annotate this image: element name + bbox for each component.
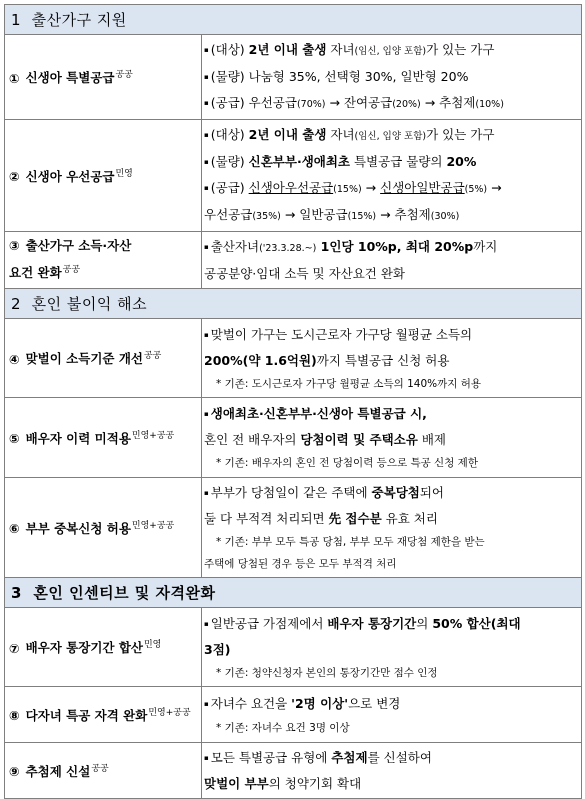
row-label-cell [5, 687, 202, 743]
content-line [204, 427, 581, 452]
bullet-icon: ▪ [204, 699, 209, 708]
row-label-sup: 공공 [143, 351, 162, 362]
text-bold: 생애최초·신혼부부·신생아 특별공급 시, [210, 406, 427, 421]
text: 맞벌이 가구는 도시근로자 가구당 월평균 소득의 [210, 326, 473, 342]
row-label-cell [5, 232, 202, 289]
policy-table [4, 4, 582, 799]
note-text: * 기존: 배우자의 혼인 전 당첨이력 등으로 특공 신청 제한 [216, 457, 478, 469]
text-small: ('23.3.28.~) [259, 243, 317, 254]
content-line [204, 202, 581, 229]
content-line [204, 261, 581, 286]
row-content-cell [202, 35, 582, 120]
section-header-3 [5, 578, 582, 608]
text-small: (10%) [475, 99, 504, 110]
table-row [5, 232, 582, 289]
content-line [204, 771, 581, 796]
content-line [204, 234, 581, 261]
content-line [204, 64, 581, 90]
row-number: ⑧ [9, 708, 20, 724]
text: 자녀 [326, 42, 355, 57]
content-line [204, 691, 581, 717]
text: 일반공급 가점제에서 [210, 615, 328, 631]
row-number: ④ [9, 351, 20, 367]
text: 혼인 전 배우자의 [204, 432, 301, 447]
text: 를 신설하여 [367, 750, 432, 765]
section-title: 혼인 인센티브 및 자격완화 [33, 584, 216, 602]
text-bold: 추첨제 [331, 750, 368, 765]
row-number: ⑤ [9, 431, 20, 447]
note-text: * 기존: 자녀수 요건 3명 이상 [216, 721, 350, 734]
row-number: ② [9, 169, 20, 185]
text: (물량) 나눔형 35%, 선택형 30%, 일반형 20% [210, 69, 469, 84]
text-bold: 중복당첨 [371, 485, 420, 500]
text: 자녀 [326, 127, 355, 142]
row-label: 신생아 우선공급 [25, 169, 115, 185]
text: 까지 특별공급 신청 허용 [316, 352, 450, 368]
content-line [204, 37, 581, 64]
text-bold: 20% [446, 154, 477, 169]
text-underlined: 신생아일반공급 [380, 180, 465, 195]
content-line [204, 348, 581, 373]
row-label: 배우자 통장기간 합산 [25, 640, 143, 656]
text: 의 [416, 615, 433, 631]
text-bold: 맞벌이 부부 [204, 776, 269, 791]
text: → 일반공급 [280, 207, 348, 222]
text: → 잔여공급 [325, 95, 393, 110]
row-label-sup: 민영+공공 [131, 520, 175, 531]
content-line [204, 611, 581, 637]
text: → 추첨제 [420, 95, 476, 110]
text: 의 청약기회 확대 [268, 776, 362, 791]
row-label-sup: 민영 [143, 640, 162, 651]
bullet-icon: ▪ [204, 73, 209, 81]
table-row [5, 35, 582, 120]
row-label-cell [5, 35, 202, 120]
table-row [5, 687, 582, 743]
text-underlined: 신생아우선공급 [248, 180, 334, 195]
text: 배제 [417, 432, 446, 447]
section-title: 혼인 불이익 해소 [31, 295, 148, 313]
text: 으로 변경 [348, 695, 401, 711]
content-line [204, 149, 581, 175]
text-small: (15%) [347, 211, 377, 222]
bullet-icon: ▪ [204, 131, 209, 139]
content-line [204, 90, 581, 117]
row-label-cell [5, 743, 202, 799]
content-line [204, 122, 581, 149]
bullet-icon: ▪ [204, 410, 209, 418]
row-label: 출산가구 소득·자산 [25, 238, 132, 254]
row-label: 맞벌이 소득기준 개선 [25, 351, 143, 367]
row-content-cell [202, 478, 582, 578]
row-label-cell [5, 608, 202, 687]
note-text: * 기존: 부부 모두 특공 당첨, 부부 모두 재당첨 제한을 받는 [216, 536, 485, 548]
note-text-continued: 주택에 당첨된 경우 등은 모두 부적격 처리 [204, 558, 397, 570]
text-bold: 200%(약 1.6억원) [204, 352, 317, 368]
section-title: 출산가구 지원 [31, 11, 127, 29]
text-bold: 50% 합산(최대 [432, 615, 521, 631]
row-label-sup: 공공 [62, 265, 81, 276]
text-bold: 先 접수분 [328, 511, 382, 526]
row-label-sup: 민영+공공 [131, 430, 175, 441]
bullet-icon: ▪ [204, 489, 209, 497]
content-line [204, 401, 581, 427]
content-line [204, 637, 581, 662]
text: 유효 처리 [381, 511, 438, 526]
text-small: (30%) [430, 211, 460, 222]
text: → 추첨제 [376, 207, 431, 222]
policy-table-container [4, 4, 581, 799]
content-line [204, 480, 581, 506]
row-label-cell [5, 319, 202, 398]
note-text: * 기존: 청약신청자 본인의 통장기간만 점수 인정 [216, 666, 438, 679]
section-number: 3 [11, 584, 22, 602]
text: → [361, 180, 381, 195]
table-row [5, 743, 582, 799]
text-bold: 2년 이내 출생 [248, 127, 327, 142]
row-label-sup: 공공 [115, 70, 133, 81]
row-label-sup: 민영 [115, 168, 133, 179]
bullet-icon: ▪ [204, 99, 209, 107]
content-line [204, 506, 581, 531]
table-row [5, 319, 582, 398]
text-small: (70%) [296, 99, 326, 110]
text-bold: 배우자 통장기간 [327, 615, 417, 631]
row-label-line2: 요건 완화 [9, 265, 62, 281]
section-number: 2 [11, 295, 22, 313]
bullet-icon: ▪ [204, 619, 209, 628]
section-header-2 [5, 289, 582, 319]
bullet-icon: ▪ [204, 243, 209, 251]
text-bold: 2년 이내 출생 [248, 42, 327, 57]
row-label: 부부 중복신청 허용 [25, 521, 131, 537]
text: (대상) [210, 127, 249, 142]
text-bold: 3점) [204, 641, 231, 657]
content-line [204, 175, 581, 202]
row-number: ③ [9, 238, 20, 254]
bullet-icon: ▪ [204, 46, 209, 54]
row-label-cell [5, 478, 202, 578]
row-content-cell [202, 120, 582, 232]
row-content-cell [202, 687, 582, 743]
note-text: * 기존: 도시근로자 가구당 월평균 소득의 140%까지 허용 [216, 377, 482, 390]
table-row [5, 120, 582, 232]
text-small: (임신, 입양 포함) [354, 46, 427, 57]
content-line [204, 745, 581, 771]
text-bold: 1인당 10%p, 최대 20%p [316, 239, 474, 254]
text: (물량) [210, 154, 249, 169]
bullet-icon: ▪ [204, 330, 209, 339]
text-small: (5%) [464, 184, 488, 195]
text: 공공분양·임대 소득 및 자산요건 완화 [204, 266, 405, 281]
row-number: ① [9, 70, 20, 86]
row-label-sup: 민영+공공 [148, 707, 191, 718]
text-small: (임신, 입양 포함) [354, 131, 427, 142]
text: 자녀수 요건을 [210, 695, 292, 711]
row-label: 추첨제 신설 [25, 764, 91, 780]
text: 부부가 당첨일이 같은 주택에 [210, 485, 372, 500]
text: 까지 [473, 239, 498, 254]
text: 되어 [419, 485, 445, 500]
text: 둘 다 부적격 처리되면 [204, 511, 329, 526]
text: 우선공급 [204, 207, 253, 222]
text: (공급) 우선공급 [210, 95, 297, 110]
table-row [5, 608, 582, 687]
row-content-cell [202, 232, 582, 289]
row-content-cell [202, 319, 582, 398]
bullet-icon: ▪ [204, 158, 209, 166]
row-number: ⑥ [9, 521, 20, 537]
table-row [5, 398, 582, 478]
text: 특별공급 물량의 [350, 154, 447, 169]
text: (대상) [210, 42, 249, 57]
row-label: 다자녀 특공 자격 완화 [25, 708, 148, 724]
content-line [204, 322, 581, 348]
row-label: 배우자 이력 미적용 [25, 431, 131, 447]
row-label-sup: 공공 [91, 763, 109, 774]
text-small: (20%) [392, 99, 421, 110]
text: 모든 특별공급 유형에 [210, 750, 332, 765]
text: 가 있는 가구 [426, 127, 495, 142]
row-content-cell [202, 398, 582, 478]
text-bold: '2명 이상' [291, 695, 349, 711]
section-header-1 [5, 5, 582, 35]
bullet-icon: ▪ [204, 754, 209, 762]
text: → [487, 180, 502, 195]
text-small: (15%) [333, 184, 362, 195]
text-small: (35%) [252, 211, 281, 222]
section-number: 1 [11, 11, 22, 29]
table-row [5, 478, 582, 578]
row-label-cell [5, 398, 202, 478]
row-content-cell [202, 743, 582, 799]
text-bold: 당첨이력 및 주택소유 [300, 432, 418, 447]
text: 출산자녀 [210, 239, 260, 254]
row-label-cell [5, 120, 202, 232]
row-number: ⑦ [9, 640, 20, 656]
bullet-icon: ▪ [204, 184, 209, 192]
text: 가 있는 가구 [426, 42, 495, 57]
row-label: 신생아 특별공급 [25, 70, 115, 86]
row-number: ⑨ [9, 764, 20, 780]
text: (공급) [210, 180, 249, 195]
row-content-cell [202, 608, 582, 687]
text-bold: 신혼부부·생애최초 [248, 154, 350, 169]
